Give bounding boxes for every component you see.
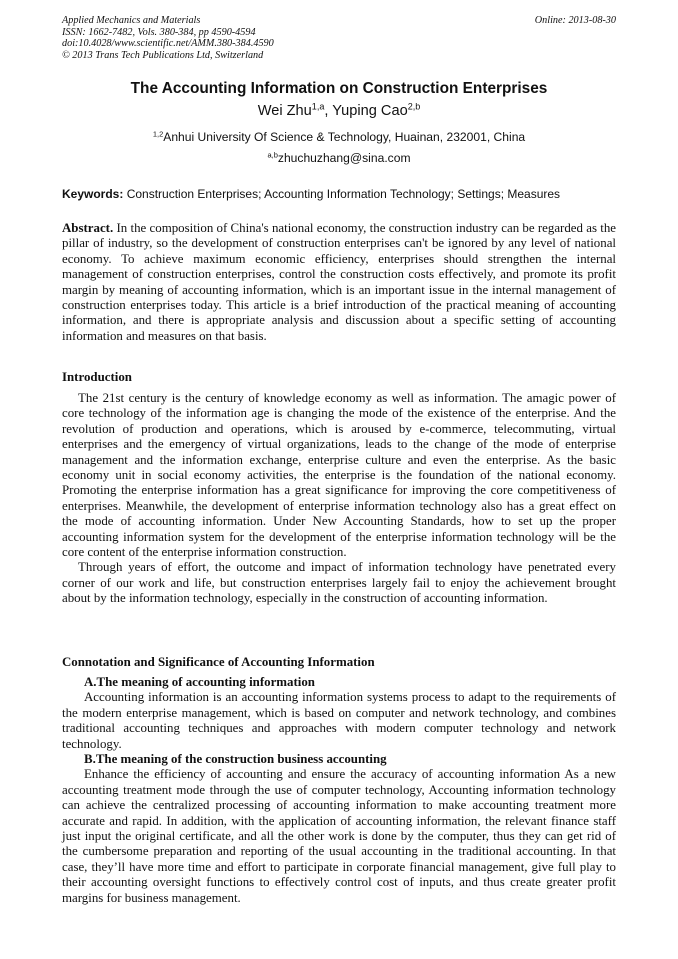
email-marker: a,b (267, 150, 278, 160)
author-name: Yuping Cao (332, 103, 408, 119)
doi-line: doi:10.4028/www.scientific.net/AMM.380-384.4590 (62, 38, 274, 50)
affiliation-marker: 1,2 (152, 129, 164, 139)
issn-line: ISSN: 1662-7482, Vols. 380-384, pp 4590-4594 (62, 26, 256, 38)
abstract (62, 221, 616, 344)
paragraph: The 21st century is the century of knowledge economy as well as information. The amagic power of core technology of the information age is changing the mode of the existence of the enterprise. And the revolution of production and operations, which is aroused by e-commerce, telecommuting, virtual enterprises and the emergency of virtual organizations, leads to the change of the mode of enterprise management and the information exchange, enterprise culture and even the enterprise. As the basic economy unit in social economy activities, the enterprise is the foundation of the national economy. Promoting the enterprise information has a great significance for improving the core competitiveness of enterprises. Meanwhile, the development of enterprise information technology also has a great effect on the mode of accounting information. Under New Accounting Standards, how to set up the proper accounting information system for the development of the enterprise information technology will be the core content of the enterprise information construction. (62, 391, 616, 560)
author-name: Wei Zhu (257, 103, 312, 119)
section-heading-connotation: Connotation and Significance of Accounting Information (62, 655, 375, 669)
copyright-line: © 2013 Trans Tech Publications Ltd, Switzerland (62, 49, 264, 61)
introduction-body (62, 391, 616, 607)
keywords (62, 187, 616, 201)
paper-title: The Accounting Information on Construction Enterprises (130, 80, 548, 97)
online-date: Online: 2013-08-30 (534, 15, 616, 26)
author-separator: , (324, 103, 333, 119)
email-line (0, 151, 678, 165)
abstract-label: Abstract. (62, 221, 114, 235)
email-address[interactable]: zhuchuzhang@sina.com (277, 151, 411, 165)
keywords-label: Keywords: (62, 187, 124, 201)
authors-line (0, 103, 678, 119)
affiliation-line (0, 130, 678, 144)
paragraph: Accounting information is an accounting information systems process to adapt to the requirements of the modern enterprise management, which is based on computer and network technology, and combines traditional accounting techniques and approaches with modern computer technology and network technology. (62, 690, 616, 751)
author-affil-marker: 1,a (311, 101, 325, 112)
affiliation-text: Anhui University Of Science & Technology, Huainan, 232001, China (163, 130, 526, 144)
journal-name: Applied Mechanics and Materials (62, 15, 201, 26)
abstract-text: In the composition of China's national economy, the construction industry can be regarded as the pillar of industry, so the development of construction enterprises can't be ignored by any level of national economy. To achieve maximum economic efficiency, enterprises should strengthen the internal management of construction enterprises, control the construction costs effectively, and promote its profit margin by meaning of accounting information, which is an important issue in the internal management of construction enterprises today. This article is a brief introduction of the practical meaning of accounting information, and there is appropriate analysis and discussion about a specific setting of accounting information and measures on that basis. (62, 221, 616, 343)
subsection-heading-b: B.The meaning of the construction business accounting (84, 752, 387, 767)
section-heading-introduction: Introduction (62, 370, 132, 384)
journal-header (62, 15, 616, 61)
author-affil-marker: 2,b (407, 101, 421, 112)
paragraph: Enhance the efficiency of accounting and ensure the accuracy of accounting information As a new accounting treatment mode through the use of computer technology, Accounting information technology can achieve the centralized processing of accounting information to make accounting treatment more accurate and rapid. In addition, with the application of accounting information, the relevant finance staff just input the original certificate, and all the other work is done by the computer, thus they can get rid of the cumbersome preparation and reporting of the usual accounting in the traditional accounting. In that case, they’ll have more time and effort to participate in corporate financial management, give full play to their accounting oversight functions to effectively control cost of inputs, and thus create greater profit margins for business management. (62, 767, 616, 905)
subsection-heading-a: A.The meaning of accounting information (84, 675, 315, 689)
keywords-text: Construction Enterprises; Accounting Information Technology; Settings; Measures (126, 187, 561, 201)
paragraph: Through years of effort, the outcome and impact of information technology have penetrated every corner of our work and life, but construction enterprises largely fail to enjoy the achievement brought about by the information technology, especially in the construction of accounting information. (62, 560, 616, 606)
connotation-body (62, 675, 616, 906)
